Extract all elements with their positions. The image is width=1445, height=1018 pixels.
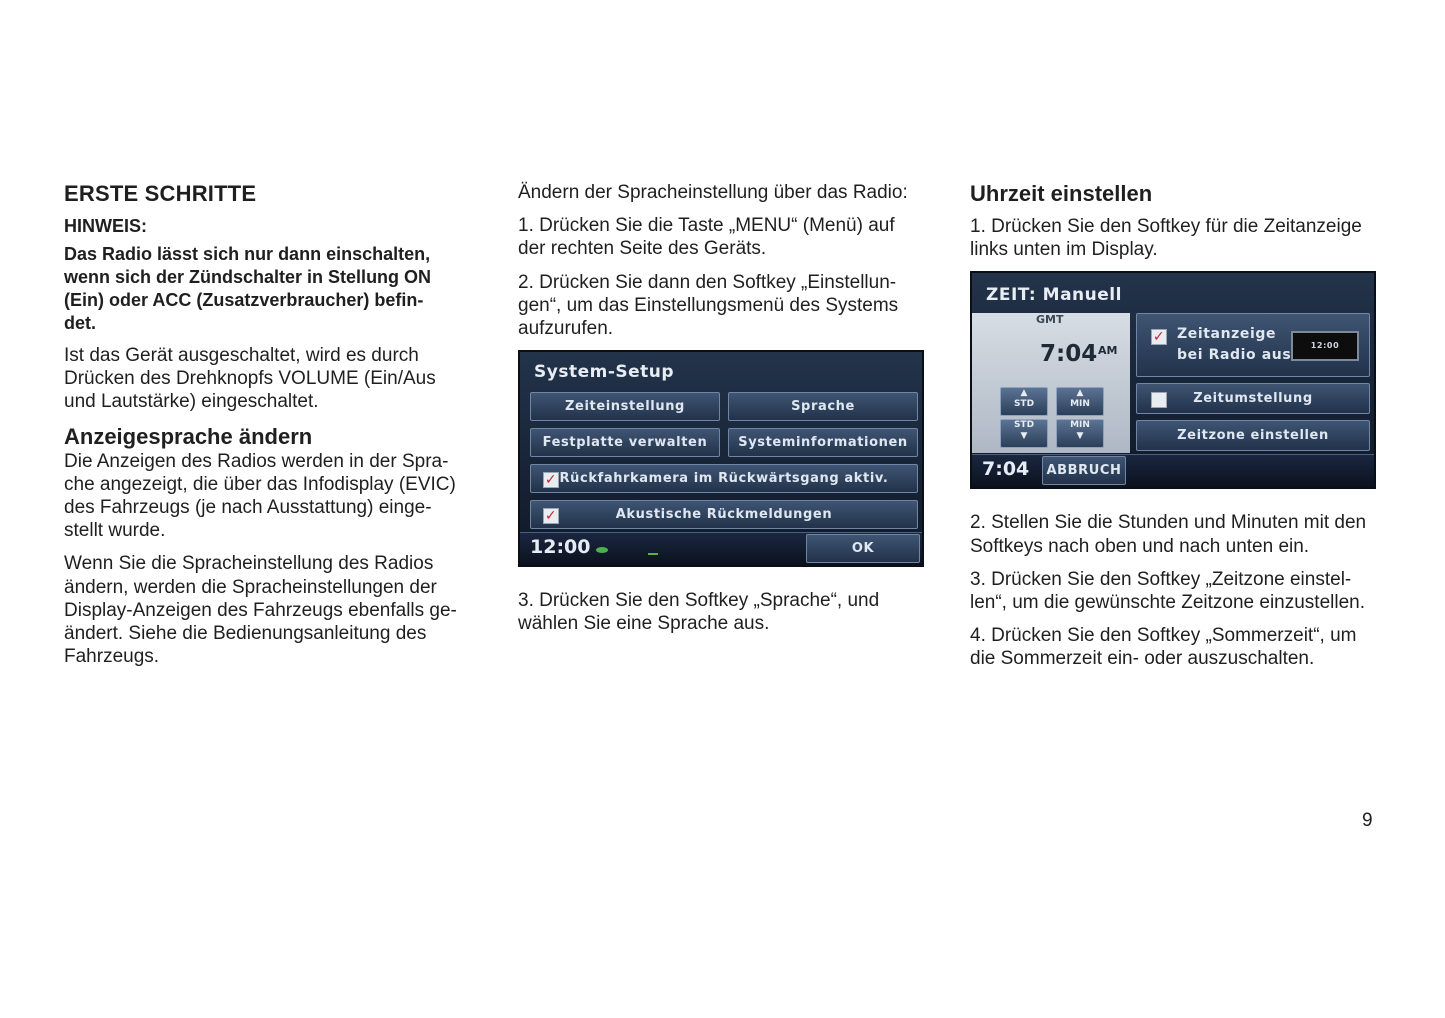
section-heading-time: Uhrzeit einstellen (970, 181, 1153, 206)
step-4 (970, 624, 1376, 670)
checkmark-icon: ✓ (544, 472, 558, 489)
mini-radio-display: 12:00 (1291, 331, 1359, 361)
abbruch-button[interactable]: ABBRUCH (1042, 456, 1126, 485)
paragraph-language (64, 450, 470, 543)
text-line: che angezeigt, die über das Infodisplay (EVIC) (64, 473, 456, 495)
step-1 (970, 215, 1376, 261)
minute-down-button[interactable] (1056, 419, 1104, 448)
ok-button[interactable]: OK (806, 534, 920, 563)
hour-up-button[interactable] (1000, 387, 1048, 416)
note-line: wenn sich der Zündschalter in Stellung ON (64, 267, 432, 287)
label-line: bei Radio aus (1177, 347, 1292, 364)
text-line: ändern, werden die Spracheinstellungen der (64, 576, 437, 598)
checkbox-label: Akustische Rückmeldungen (615, 507, 833, 523)
time-value: 7:04 (1040, 341, 1098, 368)
note-line: (Ein) oder ACC (Zusatzverbraucher) befin- (64, 290, 424, 310)
text-line: 2. Stellen Sie die Stunden und Minuten mit den (970, 512, 1367, 534)
text-line: Drücken des Drehknopfs VOLUME (Ein/Aus (64, 368, 436, 390)
text-line: len“, um die gewünschte Zeitzone einzustellen. (970, 592, 1366, 614)
sprache-button[interactable]: Sprache (728, 392, 918, 421)
text-line: wählen Sie eine Sprache aus. (518, 613, 770, 635)
step-3 (970, 568, 1376, 614)
paragraph-power-on (64, 344, 470, 414)
zeiteinstellung-button[interactable]: Zeiteinstellung (530, 392, 720, 421)
text-line: 2. Drücken Sie dann den Softkey „Einstellun- (518, 271, 897, 293)
min-label: MIN (1070, 420, 1090, 431)
step-2 (970, 511, 1376, 557)
text-line: ändert. Siehe die Bedienungsanleitung des (64, 623, 427, 645)
checkbox-label: Rückfahrkamera im Rückwärtsgang aktiv. (559, 471, 889, 487)
arrow-up-icon: ▲ (1020, 388, 1028, 399)
text-line: die Sommerzeit ein- oder auszuschalten. (970, 648, 1315, 670)
step-2 (518, 271, 924, 341)
note-line: Das Radio lässt sich nur dann einschalten, (64, 244, 431, 264)
hour-down-button[interactable] (1000, 419, 1048, 448)
minute-up-button[interactable] (1056, 387, 1104, 416)
std-label: STD (1013, 399, 1035, 410)
text-line: Display-Anzeigen des Fahrzeugs ebenfalls ge- (64, 599, 457, 621)
text-line: 3. Drücken Sie den Softkey „Zeitzone einstel- (970, 568, 1352, 590)
signal-icon (648, 545, 658, 555)
zeitumstellung-label: Zeitumstellung (1193, 391, 1313, 407)
screen-bottom-bar (520, 532, 922, 565)
section-heading: ERSTE SCHRITTE (64, 181, 257, 206)
text-line: Softkeys nach oben und nach unten ein. (970, 535, 1310, 557)
right-column (970, 178, 1376, 681)
text-line: links unten im Display. (970, 239, 1158, 261)
screen-title: ZEIT: Manuell (986, 285, 1122, 306)
festplatte-button[interactable]: Festplatte verwalten (530, 428, 720, 457)
subheading-language: Anzeigesprache ändern (64, 423, 313, 449)
ampm-label: AM (1098, 344, 1118, 358)
akustik-checkbox-row[interactable] (530, 500, 918, 529)
text-line: Die Anzeigen des Radios werden in der Spra- (64, 450, 449, 472)
time-panel (972, 313, 1130, 453)
screen-bottom-bar (972, 454, 1374, 487)
text-line: Fahrzeugs. (64, 646, 160, 668)
zeitanzeige-checkbox-row[interactable] (1136, 313, 1370, 377)
clock-display[interactable]: 7:04 (982, 458, 1030, 481)
system-setup-screenshot (518, 350, 924, 567)
std-label: STD (1013, 420, 1035, 431)
label-line: Zeitanzeige (1177, 326, 1277, 343)
intro-text: Ändern der Spracheinstellung über das Radio: (518, 182, 908, 203)
note-body (64, 243, 470, 335)
arrow-down-icon: ▼ (1076, 431, 1084, 442)
left-column (64, 178, 470, 678)
page-number: 9 (1362, 810, 1373, 831)
note-title: HINWEIS: (64, 216, 147, 236)
zeitanzeige-label (1177, 324, 1291, 366)
text-line: Ist das Gerät ausgeschaltet, wird es durch (64, 345, 419, 366)
text-line: der rechten Seite des Geräts. (518, 238, 767, 260)
checkbox-empty-icon (1151, 392, 1167, 408)
text-line: 3. Drücken Sie den Softkey „Sprache“, und (518, 590, 880, 612)
text-line: aufzurufen. (518, 318, 614, 340)
text-line: Wenn Sie die Spracheinstellung des Radios (64, 553, 434, 575)
note-line: det. (64, 313, 97, 333)
status-dot-icon (596, 547, 608, 553)
clock-display[interactable]: 12:00 (530, 536, 591, 559)
text-line: 1. Drücken Sie den Softkey für die Zeitanzeige (970, 216, 1362, 237)
arrow-down-icon: ▼ (1020, 431, 1028, 442)
rueckfahrkamera-checkbox-row[interactable] (530, 464, 918, 493)
zeitumstellung-checkbox-row[interactable] (1136, 383, 1370, 414)
step-1 (518, 214, 924, 260)
text-line: des Fahrzeugs (je nach Ausstattung) einge- (64, 497, 432, 519)
text-line: und Lautstärke) eingeschaltet. (64, 391, 319, 413)
text-line: 4. Drücken Sie den Softkey „Sommerzeit“, um (970, 625, 1357, 647)
checkmark-icon: ✓ (544, 508, 558, 525)
arrow-up-icon: ▲ (1076, 388, 1084, 399)
text-line: 1. Drücken Sie die Taste „MENU“ (Menü) auf (518, 215, 895, 237)
text-line: stellt wurde. (64, 520, 166, 542)
zeitzone-button[interactable]: Zeitzone einstellen (1136, 420, 1370, 451)
middle-column (518, 178, 924, 646)
text-line: gen“, um das Einstellungsmenü des Systems (518, 294, 899, 316)
min-label: MIN (1070, 399, 1090, 410)
systeminformationen-button[interactable]: Systeminformationen (728, 428, 918, 457)
zeit-settings-screenshot (970, 271, 1376, 489)
paragraph-language-change (64, 552, 470, 668)
step-3 (518, 589, 924, 635)
gmt-label: GMT (1036, 313, 1064, 327)
screen-title: System-Setup (534, 362, 675, 383)
checkmark-icon: ✓ (1152, 329, 1166, 346)
